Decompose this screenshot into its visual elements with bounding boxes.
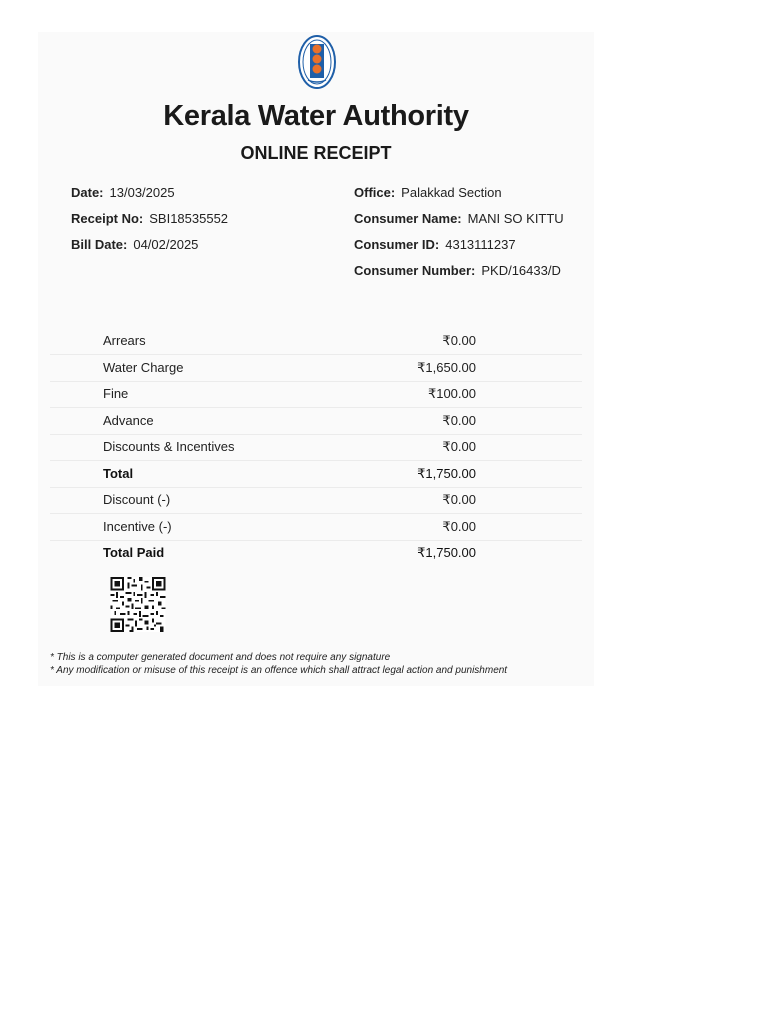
office-label: Office: — [354, 185, 396, 200]
consumer-name-value: MANI SO KITTU — [467, 211, 564, 226]
receipt-heading: ONLINE RECEIPT — [240, 143, 392, 163]
charge-row-arrears — [50, 328, 582, 355]
bill-date-label: Bill Date: — [71, 237, 128, 252]
note-misuse-warning: * Any modification or misuse of this receipt is an offence which shall attract legal action and punishment — [50, 665, 508, 676]
organization-title: Kerala Water Authority — [163, 100, 469, 132]
charge-amount: ₹0.00 — [442, 439, 476, 454]
bill-date-field — [71, 237, 198, 252]
date-field — [71, 185, 175, 200]
consumer-name-label: Consumer Name: — [354, 211, 462, 226]
consumer-id-field — [354, 237, 516, 252]
date-value: 13/03/2025 — [109, 185, 175, 200]
charge-label: Advance — [103, 413, 154, 428]
charge-label: Discounts & Incentives — [103, 439, 235, 454]
charge-amount: ₹0.00 — [442, 333, 476, 348]
charge-row-fine — [50, 381, 582, 408]
receipt-no-field — [71, 211, 228, 226]
consumer-number-label: Consumer Number: — [354, 263, 476, 278]
charge-amount: ₹0.00 — [442, 492, 476, 507]
charge-label: Discount (-) — [103, 492, 171, 507]
qr-code-icon — [109, 577, 167, 632]
charge-row-advance — [50, 408, 582, 435]
date-label: Date: — [71, 185, 104, 200]
charge-amount: ₹0.00 — [442, 519, 476, 534]
charge-label: Arrears — [103, 333, 146, 348]
charge-label: Fine — [103, 386, 129, 401]
bill-date-value: 04/02/2025 — [133, 237, 199, 252]
office-field — [354, 185, 502, 200]
receipt-no-label: Receipt No: — [71, 211, 144, 226]
consumer-number-value: PKD/16433/D — [481, 263, 561, 278]
consumer-number-field — [354, 263, 561, 278]
total-label: Total — [103, 466, 134, 481]
total-amount: ₹1,750.00 — [417, 466, 476, 481]
charge-row-incentive — [50, 514, 582, 541]
total-paid-amount: ₹1,750.00 — [417, 545, 476, 560]
charge-label: Incentive (-) — [103, 519, 172, 534]
consumer-id-label: Consumer ID: — [354, 237, 440, 252]
receipt-no-value: SBI18535552 — [149, 211, 229, 226]
charge-row-total-paid — [50, 540, 582, 566]
charge-row-total — [50, 461, 582, 488]
consumer-name-field — [354, 211, 564, 226]
charge-label: Water Charge — [103, 360, 184, 375]
charge-row-discounts-incentives — [50, 434, 582, 461]
charge-row-water-charge — [50, 355, 582, 382]
kwa-emblem-icon — [297, 34, 337, 90]
charge-amount: ₹1,650.00 — [417, 360, 476, 375]
total-paid-label: Total Paid — [103, 545, 165, 560]
note-computer-generated: * This is a computer generated document and does not require any signature — [50, 652, 391, 663]
consumer-id-value: 4313111237 — [445, 237, 516, 252]
office-value: Palakkad Section — [401, 185, 502, 200]
charge-amount: ₹100.00 — [427, 386, 476, 401]
charge-amount: ₹0.00 — [442, 413, 476, 428]
charge-row-discount — [50, 487, 582, 514]
